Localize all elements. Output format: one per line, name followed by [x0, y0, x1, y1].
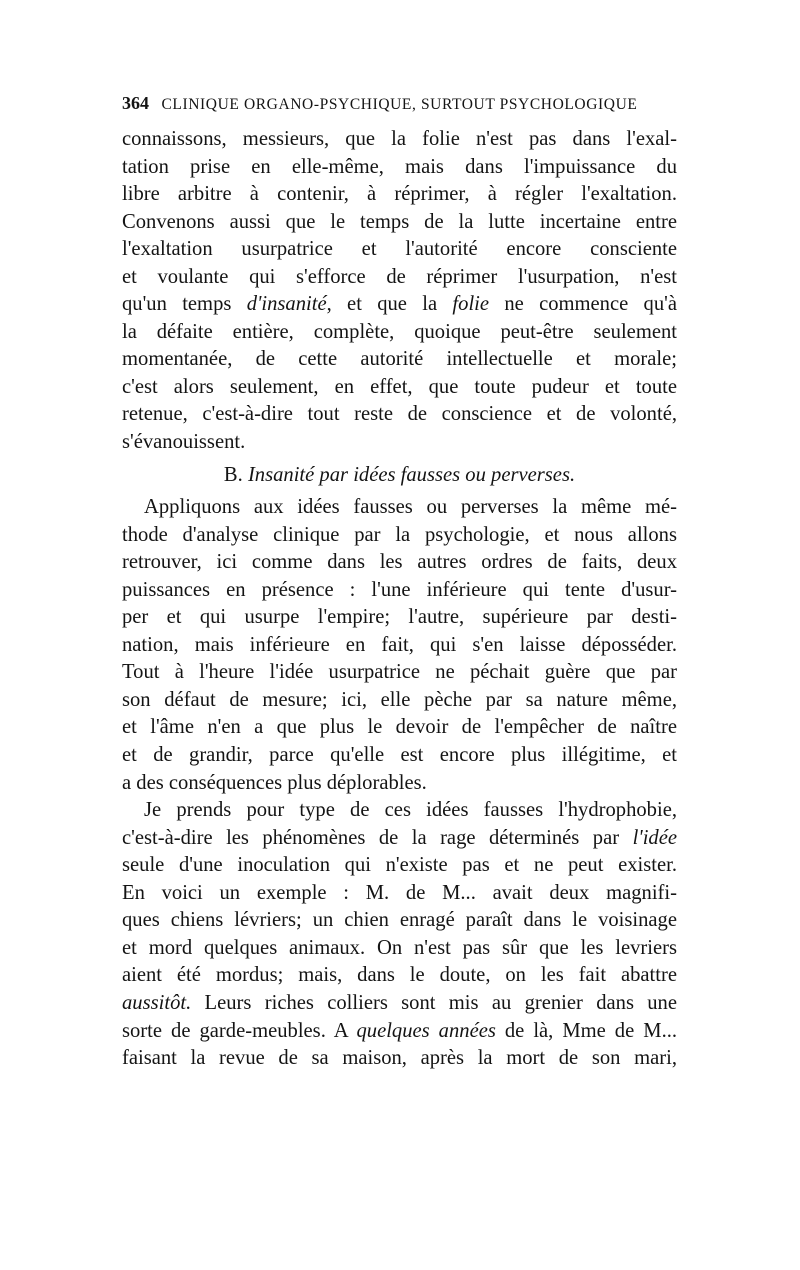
- text-line: puissances en présence : l'une inférieure qui tente d'usur-: [122, 578, 677, 601]
- running-header: [122, 93, 682, 114]
- text-line: thode d'analyse clinique par la psychologie, et nous allons: [122, 523, 677, 546]
- text-line: son défaut de mesure; ici, elle pèche par sa nature même,: [122, 688, 677, 711]
- italic-run: aussitôt.: [122, 991, 192, 1014]
- text-line: Appliquons aux idées fausses ou perverses la même mé-: [144, 496, 677, 519]
- section-heading: B. Insanité par idées fausses ou perverses.: [223, 463, 576, 486]
- text-line: retrouver, ici comme dans les autres ordres de faits, deux: [122, 551, 677, 574]
- text-line: la défaite entière, complète, quoique peut-être seulement: [122, 320, 677, 343]
- text-line: libre arbitre à contenir, à réprimer, à régler l'exaltation.: [122, 183, 677, 206]
- text-line: a des conséquences plus déplorables.: [122, 771, 427, 794]
- text-line: seule d'une inoculation qui n'existe pas et ne peut exister.: [122, 854, 677, 877]
- text-line: Je prends pour type de ces idées fausses l'hydrophobie,: [144, 799, 677, 822]
- page-number: 364: [122, 93, 149, 113]
- text-line: et voulante qui s'efforce de réprimer l'usurpation, n'est: [122, 265, 677, 288]
- text-line: l'exaltation usurpatrice et l'autorité encore consciente: [122, 238, 677, 261]
- text-line: En voici un exemple : M. de M... avait deux magnifi-: [122, 881, 677, 904]
- italic-run: folie: [452, 293, 490, 316]
- text-line: per et qui usurpe l'empire; l'autre, supérieure par desti-: [122, 606, 677, 629]
- text-line: ques chiens lévriers; un chien enragé paraît dans le voisinage: [122, 909, 677, 932]
- italic-run: l'idée: [632, 826, 677, 849]
- text-line: aussitôt. Leurs riches colliers sont mis au grenier dans une: [122, 991, 677, 1014]
- text-line: s'évanouissent.: [122, 431, 246, 454]
- text-line: et mord quelques animaux. On n'est pas sûr que les levriers: [122, 936, 677, 959]
- running-title: CLINIQUE ORGANO-PSYCHIQUE, SURTOUT PSYCHOLOGIQUE: [161, 96, 638, 113]
- body-text: [122, 126, 677, 1073]
- text-line: c'est alors seulement, en effet, que toute pudeur et toute: [122, 375, 677, 398]
- text-line: et de grandir, parce qu'elle est encore plus illégitime, et: [122, 744, 677, 767]
- text-line: Tout à l'heure l'idée usurpatrice ne péchait guère que par: [122, 661, 677, 684]
- text-line: nation, mais inférieure en fait, qui s'en laisse déposséder.: [122, 633, 677, 656]
- text-line: faisant la revue de sa maison, après la mort de son mari,: [122, 1047, 677, 1070]
- italic-run: Insanité par idées fausses ou perverses.: [247, 463, 576, 486]
- italic-run: quelques années: [356, 1019, 496, 1042]
- text-line: momentanée, de cette autorité intellectuelle et morale;: [122, 348, 677, 371]
- text-line: qu'un temps d'insanité, et que la folie ne commence qu'à: [122, 293, 677, 316]
- text-line: sorte de garde-meubles. A quelques années de là, Mme de M...: [122, 1019, 678, 1042]
- text-line: et l'âme n'en a que plus le devoir de l'empêcher de naître: [122, 716, 677, 739]
- text-line: aient été mordus; mais, dans le doute, on les fait abattre: [122, 964, 677, 987]
- text-line: tation prise en elle-même, mais dans l'impuissance du: [122, 155, 677, 178]
- text-line: Convenons aussi que le temps de la lutte incertaine entre: [122, 210, 677, 233]
- italic-run: d'insanité: [246, 293, 327, 316]
- text-line: c'est-à-dire les phénomènes de la rage déterminés par l'idée: [122, 826, 677, 849]
- text-line: retenue, c'est-à-dire tout reste de conscience et de volonté,: [122, 403, 677, 426]
- text-line: connaissons, messieurs, que la folie n'est pas dans l'exal-: [122, 128, 677, 150]
